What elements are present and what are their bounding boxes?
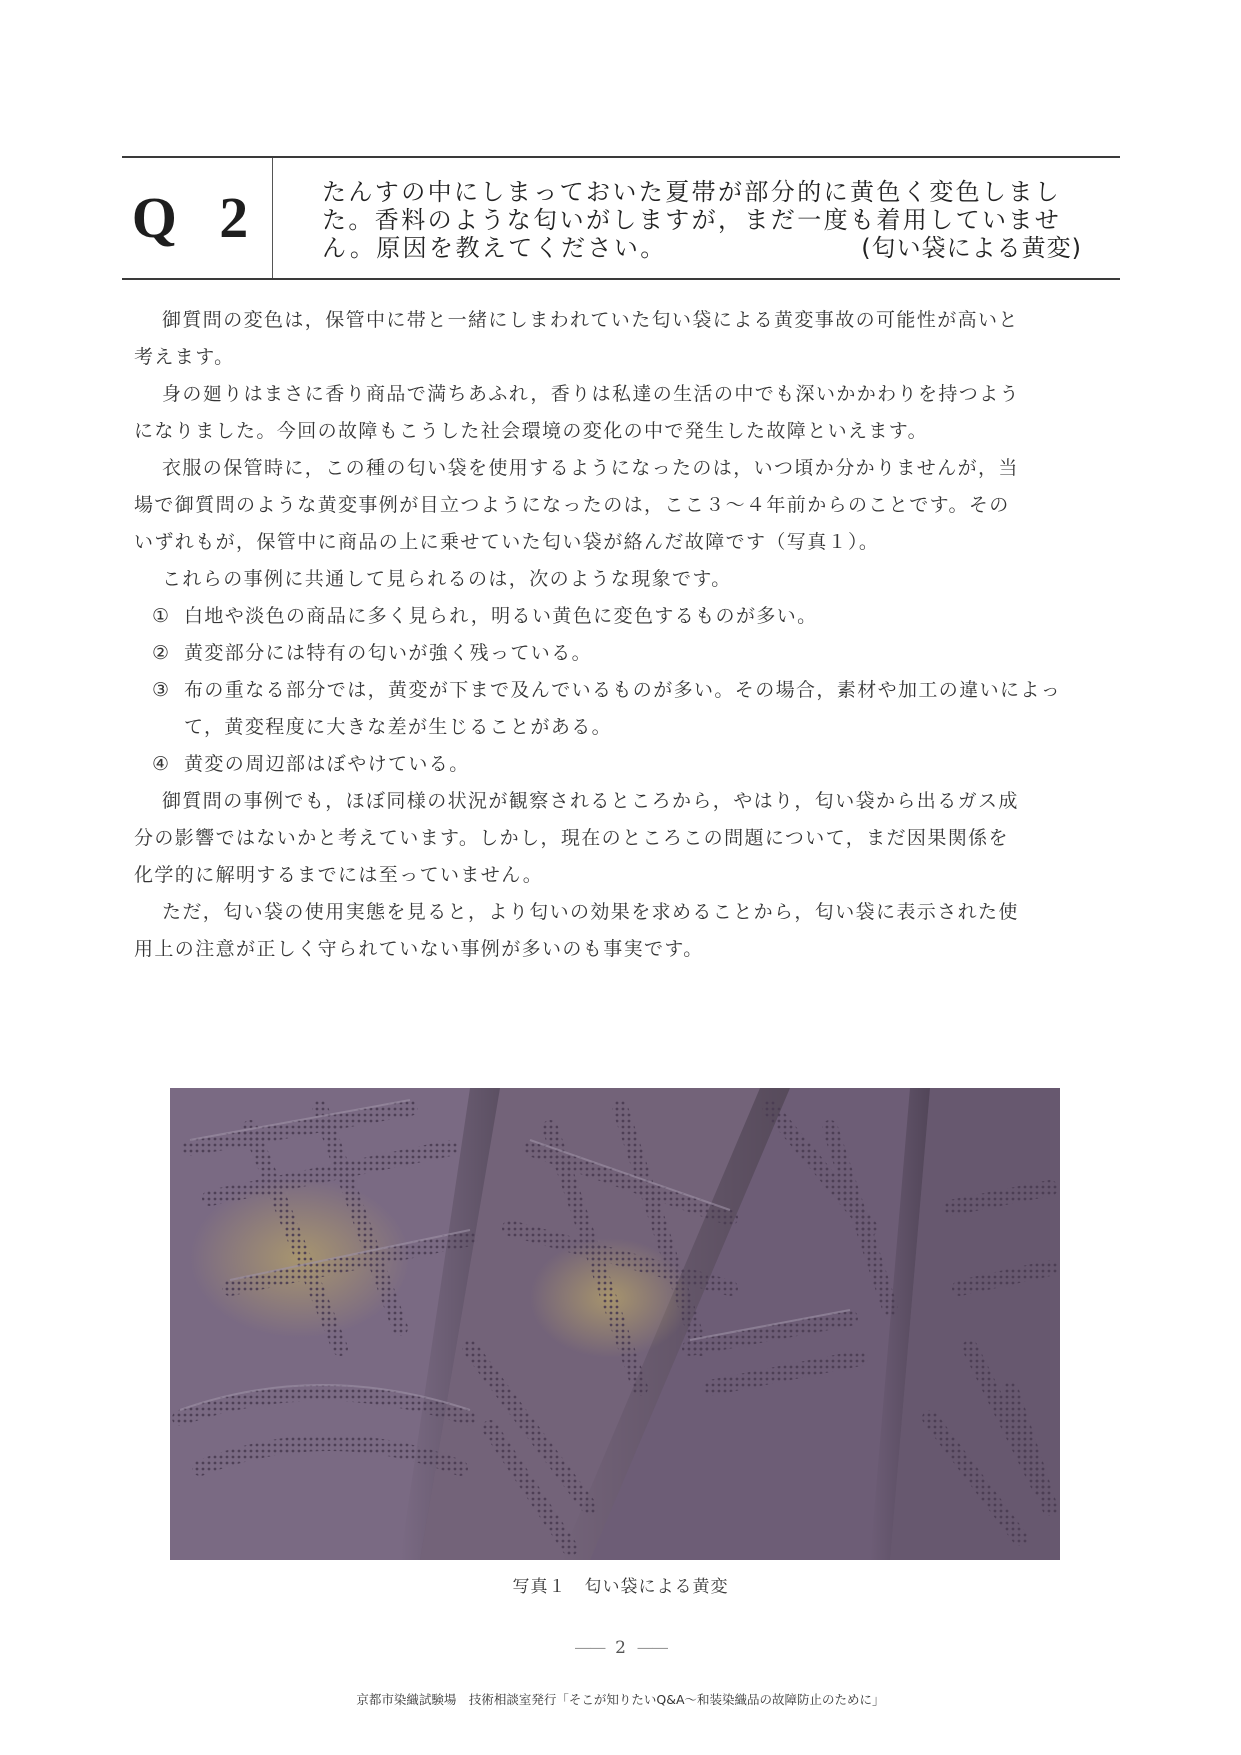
list-item-number: ② [152,642,171,664]
question-line-3 [322,234,1082,262]
answer-p2-line-2: になりました。今回の故障もこうした社会環境の変化の中で発生した故障といえます。 [134,420,929,442]
answer-p5-line-2: 分の影響ではないかと考えています。しかし，現在のところこの問題について，まだ因果関係を [134,827,1009,849]
list-item [134,635,1100,672]
answer-paragraph-2 [134,376,1100,450]
answer-p2-line-1: 身の廻りはまさに香り商品で満ちあふれ，香りは私達の生活の中でも深いかかわりを持つよう [162,383,1020,405]
page-number-value: 2 [615,1638,626,1658]
question-text [322,178,1082,262]
answer-body [134,302,1100,968]
list-item-text: 黄変部分には特有の匂いが強く残っている。 [184,642,593,664]
list-item-number: ④ [152,753,171,775]
answer-p5-line-3: 化学的に解明するまでには至っていません。 [134,864,544,886]
question-header [122,156,1120,280]
list-item-text: 白地や淡色の商品に多く見られ，明るい黄色に変色するものが多い。 [184,605,818,627]
answer-paragraph-3 [134,450,1100,561]
question-number: Q 2 [131,185,263,250]
header-divider [272,158,273,278]
answer-p4-line-1: これらの事例に共通して見られるのは，次のような現象です。 [162,568,732,590]
page-number-dash-left: —— [574,1638,605,1658]
answer-paragraph-4 [134,561,1100,598]
question-line-1: たんすの中にしまっておいた夏帯が部分的に黄色く変色しまし [322,178,1062,206]
publisher-footer: 京都市染織試験場 技術相談室発行「そこが知りたいQ&A～和装染織品の故障防止のために」 [356,1692,885,1707]
list-item [134,598,1100,635]
answer-p6-line-1: ただ，匂い袋の使用実態を見ると，より匂いの効果を求めることから，匂い袋に表示された使 [162,901,1019,923]
list-item-number: ① [152,605,171,627]
photo-caption: 写真１ 匂い袋による黄変 [512,1577,729,1597]
answer-paragraph-6 [134,894,1100,968]
answer-p3-line-2: 場で御質問のような黄変事例が目立つようになったのは，ここ３～４年前からのことです。その [134,494,1010,516]
page-number [0,1638,1241,1658]
question-line-2: た。香料のような匂いがしますが，まだ一度も着用していませ [322,206,1062,234]
list-item [134,746,1100,783]
answer-p1-line-2: 考えます。 [134,346,235,368]
list-item-text: 黄変の周辺部はぼやけている。 [184,753,470,775]
list-item-number: ③ [152,679,171,701]
answer-p3-line-3: いずれもが，保管中に商品の上に乗せていた匂い袋が絡んだ故障です（写真１）。 [134,531,880,553]
answer-p1-line-1: 御質問の変色は，保管中に帯と一緒にしまわれていた匂い袋による黄変事故の可能性が高いと [162,309,1019,331]
list-item-text: 布の重なる部分では，黄変が下まで及んでいるものが多い。その場合，素材や加工の違いによって，黄変程度に大きな差が生じることがある。 [184,679,1062,738]
obi-yellowing-photo [170,1088,1060,1560]
obi-fabric-illustration [170,1088,1060,1560]
page-number-dash-right: —— [636,1638,667,1658]
answer-p6-line-2: 用上の注意が正しく守られていない事例が多いのも事実です。 [134,938,704,960]
phenomena-list [134,598,1100,783]
question-line-3-text: ん。原因を教えてください。 [322,234,667,262]
answer-paragraph-1 [134,302,1100,376]
answer-p3-line-1: 衣服の保管時に，この種の匂い袋を使用するようになったのは，いつ頃か分かりませんが，当 [162,457,1019,479]
list-item [134,672,1100,746]
question-topic-tag: (匂い袋による黄変) [861,234,1082,262]
answer-p5-line-1: 御質問の事例でも，ほぼ同様の状況が観察されるところから，やはり，匂い袋から出るガス成 [162,790,1019,812]
answer-paragraph-5 [134,783,1100,894]
